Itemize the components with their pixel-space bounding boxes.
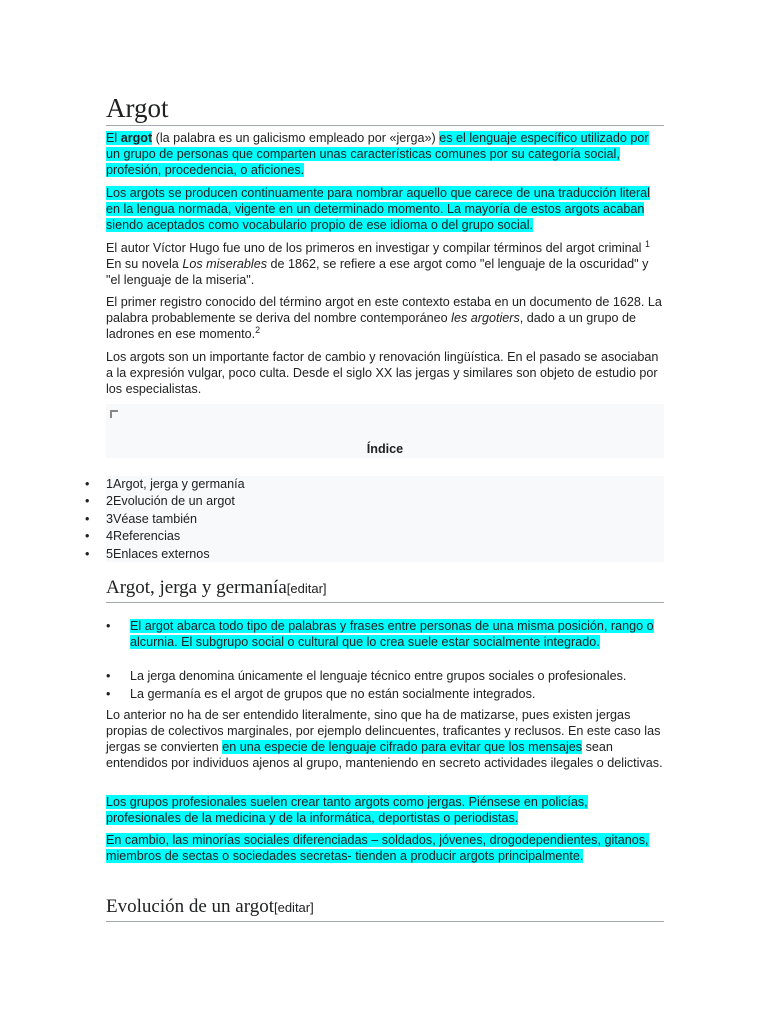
edit-link[interactable]: [editar] <box>286 581 327 596</box>
intro-p3-b: En su novela <box>106 257 183 271</box>
list-item <box>106 618 664 668</box>
intro-paragraph-5 <box>106 349 664 397</box>
intro-p5-text: Los argots son un importante factor de cambio y renovación lingüística. En el pasado se asociaban a la expresión vulgar, poco culta. Desde el siglo XX las jergas y similares son objeto de estudio por los especialistas. <box>106 350 659 396</box>
edit-link[interactable]: [editar] <box>273 900 314 915</box>
list-item <box>106 686 664 702</box>
toc-title: Índice <box>366 442 404 456</box>
intro-p3-title: Los miserables <box>182 257 268 271</box>
s1-p2-text: Los grupos profesionales suelen crear tanto argots como jergas. Piénsese en policías, profesionales de la medicina y de la informática, deportistas o periodistas. <box>106 795 588 825</box>
section-1-paragraph-2 <box>106 794 664 826</box>
toc-item[interactable]: • 3Véase también <box>106 511 664 528</box>
intro-p4-term: les argotiers <box>451 311 520 325</box>
toc-item[interactable]: • 1Argot, jerga y germanía <box>106 476 664 493</box>
intro-p1-lead: El <box>106 131 121 145</box>
intro-paragraph-4 <box>106 294 664 342</box>
section-heading-evolucion <box>106 896 664 922</box>
bullet-2-text: La jerga denomina únicamente el lenguaje técnico entre grupos sociales o profesionales. <box>130 669 627 683</box>
toc-header <box>106 404 664 458</box>
toc-toggle-checkbox-icon[interactable] <box>110 410 118 418</box>
intro-p3-c: de 1862, se refiere a ese argot como "el lenguaje de la oscuridad" y "el lenguaje de la miseria". <box>106 257 649 287</box>
s1-p1-b: sean entendidos por individuos ajenos al grupo, manteniendo en secreto actividades ilegales o delictivas. <box>106 740 663 770</box>
reference-1[interactable]: 1 <box>644 238 650 249</box>
intro-p4-a: El primer registro conocido del término argot en este contexto estaba en un documento de 1628. La palabra probablemente se deriva del nombre contemporáneo <box>106 295 662 325</box>
intro-p1-definition: es el lenguaje específico utilizado por un grupo de personas que comparten unas características comunes por su categoría social, profesión, procedencia, o aficiones. <box>106 131 649 177</box>
section-heading-argot-jerga-germania <box>106 577 664 603</box>
page-title: Argot <box>106 92 664 126</box>
toc-list <box>106 476 664 563</box>
toc-item[interactable]: • 5Enlaces externos <box>106 546 664 563</box>
intro-paragraph-1 <box>106 130 664 178</box>
s1-p1-a: Lo anterior no ha de ser entendido literalmente, sino que ha de matizarse, pues existen jergas propias de colectivos marginales, por ejemplo delincuentes, traficantes y reclusos. En este caso las jergas se convierten <box>106 708 661 754</box>
intro-paragraph-2 <box>106 185 664 233</box>
intro-p2-text: Los argots se producen continuamente para nombrar aquello que carece de una traducción literal en la lengua normada, vigente en un determinado momento. La mayoría de estos argots acaban siendo aceptados como vocabulario propio de ese idioma o del grupo social. <box>106 186 650 232</box>
intro-p3-a: El autor Víctor Hugo fue uno de los primeros en investigar y compilar términos del argot criminal <box>106 241 645 255</box>
section-1-title: Argot, jerga y germanía <box>106 577 287 598</box>
reference-2[interactable]: 2 <box>255 324 261 335</box>
intro-p1-aside: (la palabra es un galicismo empleado por «jerga») <box>152 131 440 145</box>
intro-p1-term: argot <box>120 131 153 145</box>
section-2-title: Evolución de un argot <box>106 896 274 917</box>
intro-paragraph-3 <box>106 240 664 288</box>
bullet-3-text: La germanía es el argot de grupos que no están socialmente integrados. <box>130 687 536 701</box>
section-1-bullets <box>106 618 664 702</box>
toc-item[interactable]: • 2Evolución de un argot <box>106 493 664 510</box>
s1-p3-text: En cambio, las minorías sociales diferenciadas – soldados, jóvenes, drogodependientes, gitanos, miembros de sectas o sociedades secretas- tienden a producir argots principalmente. <box>106 833 649 863</box>
s1-p1-highlight: en una especie de lenguaje cifrado para evitar que los mensajes <box>222 740 583 754</box>
intro-p4-b: , dado a un grupo de ladrones en ese momento. <box>106 311 637 341</box>
list-item <box>106 668 664 686</box>
section-1-paragraph-1 <box>106 707 664 771</box>
bullet-1-text: El argot abarca todo tipo de palabras y frases entre personas de una misma posición, rango o alcurnia. El subgrupo social o cultural que lo crea suele estar socialmente integrado. <box>130 619 654 649</box>
toc-item[interactable]: • 4Referencias <box>106 528 664 545</box>
section-1-paragraph-3 <box>106 832 664 864</box>
